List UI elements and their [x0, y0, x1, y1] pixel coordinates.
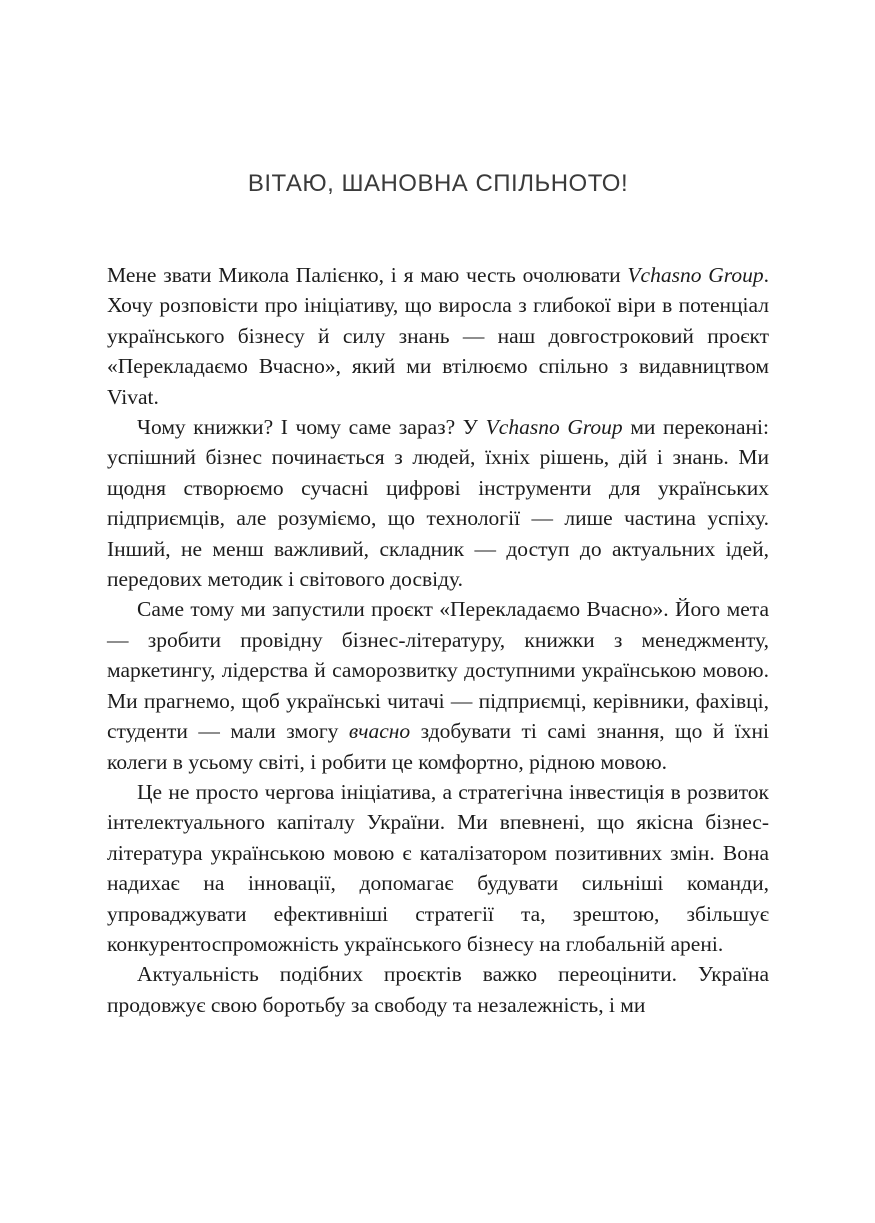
- text-run: ми переконані: успішний бізнес починається з людей, їхніх рішень, дій і знань. Ми щодня створюємо сучасні цифрові інструменти для українських підприємців, але розуміємо, що технології — лише частина успіху. Інший, не менш важливий, складник — доступ до актуальних ідей, передових методик і світового досвіду.: [107, 415, 770, 592]
- paragraph: [107, 777, 769, 959]
- text-run: Це не просто чергова ініціатива, а стратегічна інвестиція в розвиток інтелектуального капіталу України. Ми впевнені, що якісна бізнес-література українською мовою є каталізатором позитивних змін. Вона надихає на інновації, допомагає будувати сильніші команди, упроваджувати ефективніші стратегії та, зрештою, збільшує конкурентоспроможність українського бізнесу на глобальній арені.: [107, 779, 769, 956]
- paragraph: [107, 260, 769, 412]
- italic-text-run: вчасно: [348, 719, 411, 744]
- paragraph: [107, 412, 769, 594]
- text-run: Мене звати Микола Палієнко, і я маю честь очолювати: [107, 263, 628, 287]
- chapter-heading: ВІТАЮ, ШАНОВНА СПІЛЬНОТО!: [247, 170, 629, 197]
- text-run: здобувати ті самі знання, що й їхні колеги в усьому світі, і робити це комфортно, рідною мовою.: [107, 719, 769, 774]
- text-run: Актуальність подібних проєктів важко переоцінити. Україна продовжує свою боротьбу за свободу та незалежність, і ми: [107, 962, 769, 1017]
- paragraph: [107, 594, 769, 776]
- text-run: . Хочу розповісти про ініціативу, що виросла з глибокої віри в потенціал українського бізнесу й силу знань — наш довгостроковий проєкт «Перекладаємо Вчасно», який ми втілюємо спільно з видавництвом Vivat.: [107, 263, 769, 409]
- text-run: Чому книжки? І чому саме зараз? У: [137, 415, 486, 440]
- text-block: [107, 260, 769, 1020]
- text-run: Саме тому ми запустили проєкт «Перекладаємо Вчасно». Його мета — зробити провідну бізнес-літературу, книжки з менеджменту, маркетингу, лідерства й саморозвитку доступними українською мовою. Ми прагнемо, щоб українські читачі — підприємці, керівники, фахівці, студенти — мали змогу: [107, 597, 769, 744]
- italic-text-run: Vchasno Group: [485, 415, 623, 440]
- paragraph: [107, 959, 769, 1020]
- italic-text-run: Vchasno Group: [627, 263, 764, 287]
